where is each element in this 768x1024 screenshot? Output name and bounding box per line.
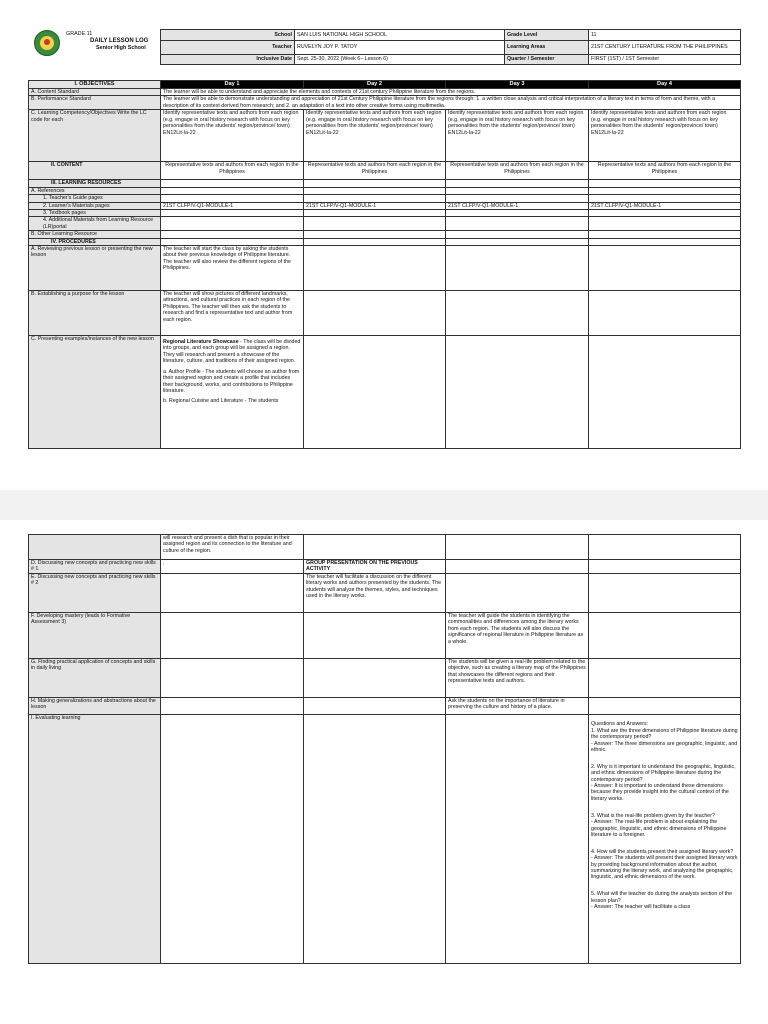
examples-day-1-c: b. Regional Cuisine and Literature - The students (163, 398, 279, 405)
generalizations-label: H. Making generalizations and abstractions about the lesson (29, 698, 161, 715)
learners-materials-day-4: 21ST CLFP/V-Q1-MODULE-1 (589, 202, 741, 209)
day-4-header: Day 4 (589, 81, 741, 89)
school-value: SAN LUIS NATIONAL HIGH SCHOOL (295, 30, 505, 41)
quarter-value: FIRST (1ST) / 1ST Semester (589, 54, 741, 65)
school-type: Senior High School (96, 45, 146, 51)
practical-day-3: The students will be given a real-life problem related to the objective, such as creating a literary map of the Philippines that showcases the different regions and their representative texts and authors. (446, 659, 589, 698)
learners-materials-day-1: 21ST CLFP/V-Q1-MODULE-1 (161, 202, 304, 209)
grade-text: GRADE 11 (66, 31, 93, 37)
learning-areas-label: Learning Areas (505, 40, 589, 54)
competency-label: C. Learning Competency/Objectives Write the LC code for each (29, 110, 161, 162)
learners-materials-day-3: 21ST CLFP/V-Q1-MODULE-1 (446, 202, 589, 209)
competency-day-2: Identify representative texts and authors from each region (e.g. engage in oral history research with focus on key personalities from the students' region/province/ town) EN12Lit-Ia-22 (304, 110, 446, 162)
objectives-heading: I. OBJECTIVES (29, 81, 161, 89)
references-label: A. References (29, 187, 161, 194)
dates-label: Inclusive Date (161, 54, 295, 65)
dll-table-page-one (28, 80, 740, 449)
examples-day-1-title: Regional Literature Showcase (163, 339, 239, 346)
learning-areas-value: 21ST CENTURY LITERATURE FROM THE PHILIPPINES (589, 40, 741, 54)
discussing-2-label: E. Discussing new concepts and practicing new skills # 2 (29, 574, 161, 613)
content-day-4: Representative texts and authors from each region in the Philippines (589, 162, 741, 180)
generalizations-day-3: Ask the students on the importance of literature in preserving the culture and history of a place. (446, 698, 589, 715)
log-title: DAILY LESSON LOG (90, 38, 149, 44)
dll-table-page-two (28, 534, 740, 964)
content-label: II. CONTENT (29, 162, 161, 180)
day-2-header: Day 2 (304, 81, 446, 89)
content-standard-label: A. Content Standard (29, 89, 161, 96)
practical-label: G. Finding practical application of concepts and skills in daily living (29, 659, 161, 698)
learners-materials-label: 2. Learner's Materials pages (29, 202, 161, 209)
eval-question-3: 3. What is the real-life problem given by the teacher? - Answer: The real-life problem is about explaining the geographic, linguistic, and ethnic dimensions of Philippine literature to a foreigner. (591, 812, 727, 838)
page-one (0, 0, 768, 490)
discussing-1-label: D. Discussing new concepts and practicing new skills # 1 (29, 560, 161, 574)
examples-label: C. Presenting examples/instances of the new lesson (29, 336, 161, 449)
performance-standard-text: The learner will be able to demonstrate understanding and appreciation of 21st Century Philippine literature from the regions through: 1. a written close analysis and critical interpretation of a literary text in terms of form and theme, with a description of its context derived from research; and 2. an adaptation of a text into other creative forms using multimedia. (161, 96, 741, 110)
examples-day-1 (161, 336, 304, 449)
page-two (0, 520, 768, 1024)
examples-day-1-a: - The class will be divided into groups, and each group will be assigned a region. They will research and present a showcase of the literature, culture, and traditions of their assigned region. (163, 339, 301, 365)
content-day-2: Representative texts and authors from each region in the Philippines (304, 162, 446, 180)
teachers-guide-label: 1. Teacher's Guide pages (29, 195, 161, 202)
competency-day-4: Identify representative texts and authors from each region (e.g. engage in oral history research with focus on key personalities from the students' region/province/ town) EN12Lit-Ia-22 (589, 110, 741, 162)
grade-level-value: 11 (589, 30, 741, 41)
purpose-label: B. Establishing a purpose for the lesson (29, 291, 161, 336)
day-1-header: Day 1 (161, 81, 304, 89)
additional-materials-label: 4. Additional Materials from Learning Resource (LR)portal (29, 217, 161, 231)
eval-question-1: Questions and Answers: 1. What are the three dimensions of Philippine literature during the contemporary period? - Answer: The three dimensions are geographic, linguistic, and ethnic. (591, 721, 738, 754)
review-day-1-a: The teacher will start the class by asking the students about their previous knowledge of Philippine literature. (163, 246, 291, 259)
content-standard-text: The learner will be able to understand and appreciate the elements and contexts of 21st century Philippine literature from the regions. (161, 89, 741, 96)
purpose-day-1: The teacher will show pictures of different landmarks, attractions, and cultural practices in each region of the Philippines. The teacher will then ask the students to research and find a representative text and author from each region. (161, 291, 304, 336)
competency-day-3: Identify representative texts and authors from each region (e.g. engage in oral history research with focus on key personalities from the students' region/province/ town) EN12Lit-Ia-22 (446, 110, 589, 162)
evaluating-label: I. Evaluating learning (29, 715, 161, 964)
discussing-1-day-1: . (161, 560, 304, 574)
review-day-1 (161, 246, 304, 291)
mastery-label: F. Developing mastery (leads to Formative Assessment 3) (29, 613, 161, 659)
performance-standard-label: B. Performance Standard (29, 96, 161, 110)
examples-day-1-b: a. Author Profile - The students will choose an author from their assigned region and create a profile that includes their background, works, and contributions to Philippine literature. (163, 368, 300, 394)
procedures-label: IV. PROCEDURES (29, 238, 161, 245)
deped-seal-icon (34, 30, 60, 56)
teacher-value: RUVELYN JOY P. TATOY (295, 40, 505, 54)
quarter-label: Quarter / Semester (505, 54, 589, 65)
eval-question-5: 5. What will the teacher do during the analysis section of the lesson plan? - Answer: The teacher will facilitate a class (591, 891, 733, 910)
evaluating-day-4 (589, 715, 741, 964)
textbook-label: 3. Textbook pages (29, 210, 161, 217)
content-day-3: Representative texts and authors from each region in the Philippines (446, 162, 589, 180)
discussing-2-day-2: The teacher will facilitate a discussion on the different literary works and authors presented by the students. The students will analyze the themes, styles, and techniques used in the literary works. (304, 574, 446, 613)
dates-value: Sept. 25-30, 2022 (Week 6– Lesson 6) (295, 54, 505, 65)
learners-materials-day-2: 21ST CLFP/V-Q1-MODULE-1 (304, 202, 446, 209)
review-label: A. Reviewing previous lesson or presenting the new lesson (29, 246, 161, 291)
review-day-1-b: The teacher will also review the different regions of the Philippines. (163, 258, 291, 272)
grade-level-label: Grade Level (505, 30, 589, 41)
eval-question-4: 4. How will the students present their assigned literary work? - Answer: The students will present their assigned literary work by providing background information about the author, summarizing the literary work, and analyzing the geographic, linguistic, and ethnic dimensions of the work. (591, 848, 738, 881)
resources-label: III. LEARNING RESOURCES (29, 180, 161, 187)
eval-question-2: 2. Why is it important to understand the geographic, linguistic, and ethnic dimensions of Philippine literature during the contemporary period? - Answer: It is important to understand these dimensions because they provide insight into the cultural context of the literary works. (591, 763, 736, 802)
competency-day-1: Identify representative texts and authors from each region (e.g. engage in oral history research with focus on key personalities from the students' region/province/ town) EN12Lit-Ia-22 (161, 110, 304, 162)
header-table (160, 29, 741, 65)
examples-day-1-continued: will research and present a dish that is popular in their assigned region and its connection to the literature and culture of the region. (161, 535, 304, 560)
school-label: School (161, 30, 295, 41)
discussing-1-day-2: GROUP PRESENTATION ON THE PREVIOUS ACTIVITY (304, 560, 446, 574)
teacher-label: Teacher (161, 40, 295, 54)
day-3-header: Day 3 (446, 81, 589, 89)
mastery-day-3: The teacher will guide the students in identifying the commonalities and differences among the literary works from each region. The students will also discuss the significance of regional literature in Philippine literature as a whole. (446, 613, 589, 659)
content-day-1: Representative texts and authors from each region in the Philippines (161, 162, 304, 180)
other-resources-label: B. Other Learning Resource (29, 231, 161, 238)
